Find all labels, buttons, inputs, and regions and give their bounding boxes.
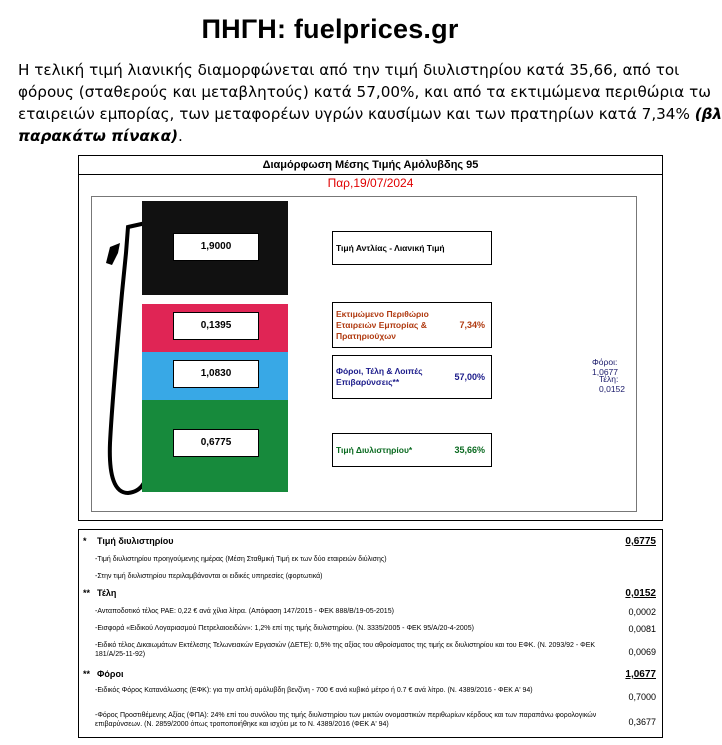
pump-chart [91,196,637,512]
intro-line-4 [18,125,718,147]
refinery-label-box [332,433,492,467]
fees-item-2-value: 0,0081 [628,624,656,634]
intro-line-3 [18,103,722,125]
panel-date: Παρ,19/07/2024 [327,176,414,190]
taxes-star: ** [83,669,91,679]
fees-total: 0,0152 [625,588,656,599]
fees-item-3-value: 0,0069 [628,647,656,657]
taxes-label-box [332,355,492,399]
taxes-value: 1,0830 [173,360,259,388]
refinery-star: * [83,536,87,546]
taxes-total: 1,0677 [625,669,656,680]
fees-item-2-text: -Εισφορά «Ειδικού Λογαριασμού Πετρελαιοειδών»: 1,2% επί της τιμής διυλιστηρίου. (Ν. 3335/2005 - ΦΕΚ 95/Α/20-4-2005) [95,625,474,632]
fees-heading: Τέλη [97,588,117,598]
panel-title: Διαμόρφωση Μέσης Τιμής Αμόλυβδης 95 [79,156,662,175]
intro-line-3-text: εταιρειών εμπορίας, των μεταφορέων υγρών καυσίμων και των πρατηρίων κατά 7,34% [18,105,690,123]
refinery-note-2-text: -Στην τιμή διυλιστηρίου περιλαμβάνονται οι ειδικές υπηρεσίες (φορτωτικά) [95,573,323,580]
taxes-label: Φόροι, Τέλη & Λοιπές Επιβαρύνσεις** [336,366,423,387]
fees-item-3-text: -Ειδικό τέλος Δικαιωμάτων Εκτέλεσης Τελωνειακών Εργασιών (ΔΕΤΕ): 0,5% της αξίας του αθροίσματος της τιμής εκ διυλιστηρίου και του ΕΦΚ. (Ν. 2093/92 - ΦΕΚ 181/Α/25-11-92) [95,642,596,658]
retail-label: Τιμή Αντλίας - Λιανική Τιμή [336,242,445,253]
side-taxes-label: Φόροι: [592,357,618,367]
taxes-percent: 57,00% [454,372,485,382]
side-taxes-value: 1,0677 [592,367,618,377]
source-title: ΠΗΓΗ: fuelprices.gr [201,14,459,44]
margin-value: 0,1395 [173,312,259,340]
taxes-item-2-value: 0,3677 [628,717,656,727]
breakdown-table [78,529,663,738]
margin-label: Εκτιμώμενο Περιθώριο Εταιρειών Εμπορίας & Πρατηριούχων [336,308,429,341]
margin-percent: 7,34% [459,320,485,330]
refinery-label: Τιμή Διυλιστηρίου* [336,444,413,455]
intro-line-4-emphasis: παρακάτω πίνακα) [18,127,179,145]
taxes-item-1-value: 0,7000 [628,692,656,702]
fees-item-1-text: -Ανταποδοτικό τέλος ΡΑΕ: 0,22 € ανά χίλια λίτρα. (Απόφαση 147/2015 - ΦΕΚ 888/Β/19-05-2015) [95,608,394,615]
intro-line-3-emphasis: (βλ [694,105,722,123]
retail-value: 1,9000 [173,233,259,261]
intro-line-1: Η τελική τιμή λιανικής διαμορφώνεται από την τιμή διυλιστηρίου κατά 35,66, από τοι [18,61,680,79]
retail-label-box [332,231,492,265]
refinery-total: 0,6775 [625,536,656,547]
intro-line-4-tail: . [178,127,183,145]
intro-line-2: φόρους (σταθερούς και μεταβλητούς) κατά 57,00%, και από τα εκτιμώμενα περιθώρια τω [18,83,711,101]
taxes-heading: Φόροι [97,669,124,679]
side-fees [599,374,636,394]
taxes-item-1-text: -Ειδικός Φόρος Κατανάλωσης (ΕΦΚ): για την απλή αμόλυβδη βενζίνη - 700 € ανά κυβικό μέτρο ή 0.7 € ανά λίτρο. (Ν. 4389/2016 - ΦΕΚ Α' 94) [95,687,533,694]
side-fees-value: 0,0152 [599,384,625,394]
margin-label-box [332,302,492,348]
fees-star: ** [83,588,91,598]
fees-item-1-value: 0,0002 [628,607,656,617]
taxes-item-2-text: -Φόρος Προστιθέμενης Αξίας (ΦΠΑ): 24% επί του συνόλου της τιμής διυλιστηρίου των μικτών ονομαστικών περιθωρίων κέρδους και των παραπάνω φορολογικών επιβαρύνσεων. (Ν. 2859/2000 όπως τροποποιήθηκε και ισχύει με το Ν. 4389/2016 (ΦΕΚ Α' 94) [95,712,597,728]
price-breakdown-panel [78,155,663,521]
refinery-percent: 35,66% [454,445,485,455]
refinery-note-1-text: -Τιμή διυλιστηρίου προηγούμενης ημέρας (Μέση Σταθμική Τιμή εκ των δύο εταιρειών διύλισης) [95,556,387,563]
side-fees-label: Τέλη: [599,374,619,384]
intro-paragraph [18,59,722,147]
refinery-heading: Τιμή διυλιστηρίου [97,536,174,546]
refinery-value: 0,6775 [173,429,259,457]
